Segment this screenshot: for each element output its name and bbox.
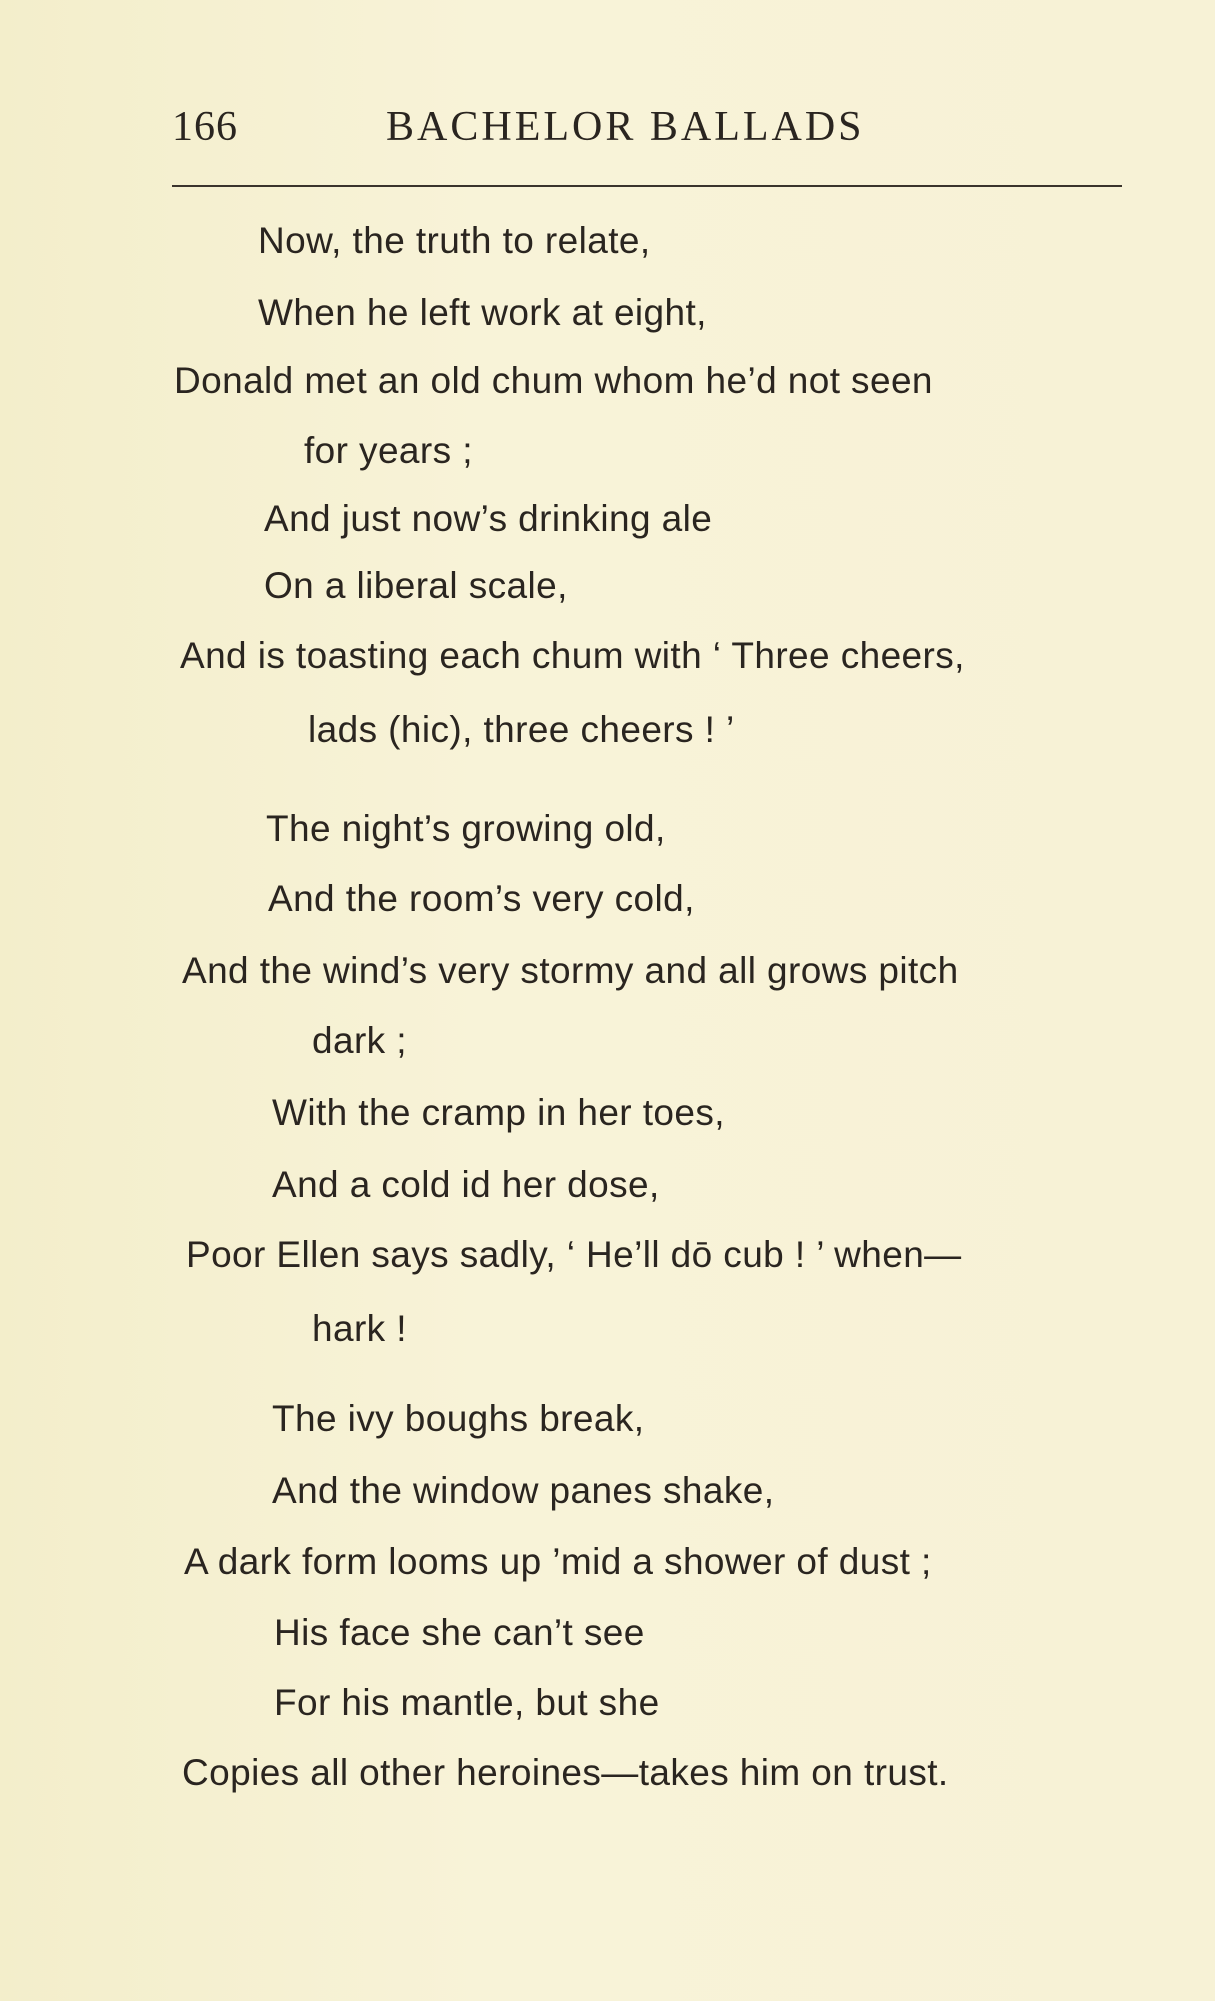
page-number: 166	[172, 104, 238, 150]
verse-line-continuation: for years ;	[304, 430, 473, 471]
verse-line-continuation: hark !	[312, 1308, 407, 1349]
verse-line: A dark form looms up ’mid a shower of dust ;	[184, 1541, 932, 1582]
verse-line: His face she can’t see	[274, 1612, 645, 1653]
verse-line: The night’s growing old,	[266, 808, 666, 849]
verse-line: Now, the truth to relate,	[258, 220, 651, 261]
verse-line: For his mantle, but she	[274, 1682, 660, 1723]
verse-line-continuation: lads (hic), three cheers ! ’	[308, 709, 735, 750]
page-header	[172, 103, 1122, 163]
verse-line: Copies all other heroines—takes him on trust.	[182, 1752, 949, 1793]
header-rule	[172, 185, 1122, 187]
verse-line: And the wind’s very stormy and all grows pitch	[182, 950, 959, 991]
verse-line: With the cramp in her toes,	[272, 1092, 725, 1133]
verse-line: The ivy boughs break,	[272, 1398, 645, 1439]
verse-line: And is toasting each chum with ‘ Three cheers,	[180, 635, 965, 676]
verse-line: And a cold id her dose,	[272, 1164, 660, 1205]
verse-line: And the room’s very cold,	[268, 878, 695, 919]
verse-line: When he left work at eight,	[258, 292, 707, 333]
running-title: BACHELOR BALLADS	[386, 104, 865, 150]
verse-line: Donald met an old chum whom he’d not seen	[174, 360, 933, 401]
verse-line: On a liberal scale,	[264, 565, 568, 606]
verse-line: And the window panes shake,	[272, 1470, 775, 1511]
verse-line: And just now’s drinking ale	[264, 498, 713, 539]
verse-line: Poor Ellen says sadly, ‘ He’ll dō cub ! ’ when—	[186, 1234, 962, 1275]
verse-line-continuation: dark ;	[312, 1020, 407, 1061]
